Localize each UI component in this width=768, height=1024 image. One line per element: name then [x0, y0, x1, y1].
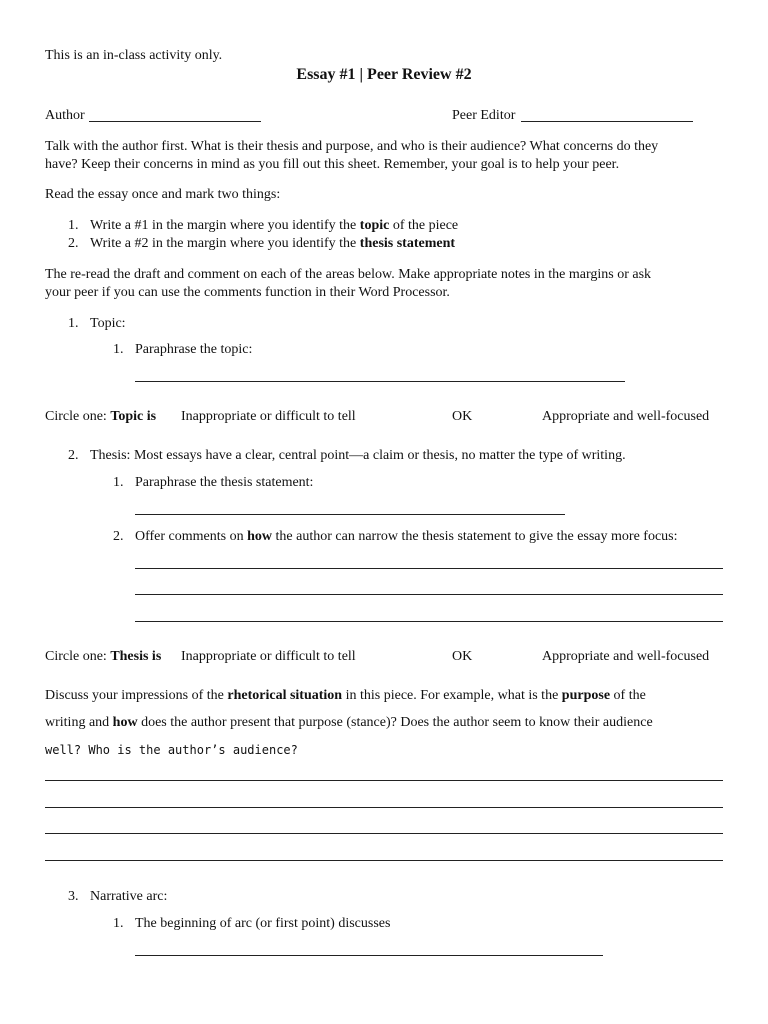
- topic-option-ok[interactable]: OK: [452, 409, 473, 424]
- read-once-text: Read the essay once and mark two things:: [45, 187, 281, 202]
- circle-topic-prompt: [45, 408, 156, 426]
- rhetorical-answer-line[interactable]: [45, 833, 723, 834]
- rhetorical-line-3: well? Who is the author’s audience?: [45, 743, 298, 757]
- rhetorical-answer-line[interactable]: [45, 807, 723, 808]
- narrative-answer-line[interactable]: [135, 955, 603, 956]
- mark-item-2: [68, 235, 455, 253]
- mark-item-1: [68, 217, 458, 235]
- rhetorical-answer-line[interactable]: [45, 860, 723, 861]
- rhetorical-bold: purpose: [561, 688, 611, 703]
- instructions-line-2: have? Keep their concerns in mind as you fill out this sheet. Remember, your goal is to help your peer.: [45, 157, 620, 172]
- rhetorical-text: writing and: [45, 715, 113, 730]
- topic-option-inappropriate[interactable]: Inappropriate or difficult to tell: [181, 409, 356, 424]
- narrative-label: Narrative arc:: [90, 889, 168, 904]
- narrative-sub-label: The beginning of arc (or first point) discusses: [135, 916, 391, 931]
- narrative-number: 3.: [68, 889, 79, 904]
- rhetorical-answer-line[interactable]: [45, 780, 723, 781]
- topic-sub-number: 1.: [113, 342, 124, 357]
- rhetorical-line-2: [45, 714, 653, 732]
- narrative-sub-number: 1.: [113, 916, 124, 931]
- thesis-subitem-1: [113, 474, 313, 492]
- rhetorical-text: in this piece. For example, what is the: [342, 688, 562, 703]
- thesis-sub-bold: how: [247, 529, 273, 544]
- topic-heading: [68, 315, 126, 333]
- thesis-sub-text: Offer comments on: [135, 529, 248, 544]
- topic-subitem: [113, 341, 252, 359]
- reread-line-1: The re-read the draft and comment on each of the areas below. Make appropriate notes in the margins or ask: [45, 267, 652, 282]
- instructions-line-1: Talk with the author first. What is their thesis and purpose, and who is their audience? What concerns do they: [45, 139, 659, 154]
- rhetorical-bold: rhetorical situation: [227, 688, 343, 703]
- thesis-comment-line[interactable]: [135, 621, 723, 622]
- thesis-sub-text-end: the author can narrow the thesis statement to give the essay more focus:: [272, 529, 678, 544]
- topic-option-appropriate[interactable]: Appropriate and well-focused: [542, 409, 710, 424]
- thesis-option-appropriate[interactable]: Appropriate and well-focused: [542, 649, 710, 664]
- thesis-sub-number: 1.: [113, 475, 124, 490]
- thesis-label: Thesis: Most essays have a clear, central point—a claim or thesis, no matter the type of writing.: [90, 448, 626, 463]
- topic-sub-label: Paraphrase the topic:: [135, 342, 253, 357]
- thesis-paraphrase-line[interactable]: [135, 514, 565, 515]
- mark-item-text-end: of the piece: [389, 218, 459, 233]
- thesis-heading: [68, 447, 626, 465]
- rhetorical-text: does the author present that purpose (stance)? Does the author seem to know their audience: [137, 715, 653, 730]
- circle-thesis-prompt: [45, 648, 161, 666]
- author-field-line[interactable]: [89, 121, 261, 122]
- mark-item-number: 2.: [68, 236, 79, 251]
- topic-answer-line[interactable]: [135, 381, 625, 382]
- mark-item-bold: topic: [359, 218, 390, 233]
- rhetorical-bold: how: [112, 715, 138, 730]
- thesis-option-inappropriate[interactable]: Inappropriate or difficult to tell: [181, 649, 356, 664]
- thesis-option-ok[interactable]: OK: [452, 649, 473, 664]
- peer-editor-label: Peer Editor: [452, 108, 516, 123]
- reread-line-2: your peer if you can use the comments function in their Word Processor.: [45, 285, 450, 300]
- circle-bold: Thesis is: [110, 649, 162, 664]
- intro-note: This is an in-class activity only.: [45, 48, 223, 63]
- topic-number: 1.: [68, 316, 79, 331]
- thesis-sub-label: Paraphrase the thesis statement:: [135, 475, 314, 490]
- peer-editor-field-line[interactable]: [521, 121, 693, 122]
- mark-item-bold: thesis statement: [359, 236, 456, 251]
- thesis-comment-line[interactable]: [135, 594, 723, 595]
- rhetorical-text: Discuss your impressions of the: [45, 688, 228, 703]
- circle-bold: Topic is: [110, 409, 157, 424]
- rhetorical-text: of the: [610, 688, 646, 703]
- mark-item-text: Write a #1 in the margin where you identify the: [90, 218, 360, 233]
- page-title: Essay #1 | Peer Review #2: [296, 66, 472, 83]
- mark-item-text: Write a #2 in the margin where you identify the: [90, 236, 360, 251]
- narrative-heading: [68, 888, 167, 906]
- author-label: Author: [45, 108, 85, 123]
- mark-item-number: 1.: [68, 218, 79, 233]
- thesis-sub-number: 2.: [113, 529, 124, 544]
- circle-prefix: Circle one:: [45, 409, 111, 424]
- thesis-comment-line[interactable]: [135, 568, 723, 569]
- narrative-subitem: [113, 915, 390, 933]
- topic-label: Topic:: [90, 316, 126, 331]
- circle-prefix: Circle one:: [45, 649, 111, 664]
- thesis-subitem-2: [113, 528, 678, 546]
- thesis-number: 2.: [68, 448, 79, 463]
- rhetorical-line-1: [45, 687, 646, 705]
